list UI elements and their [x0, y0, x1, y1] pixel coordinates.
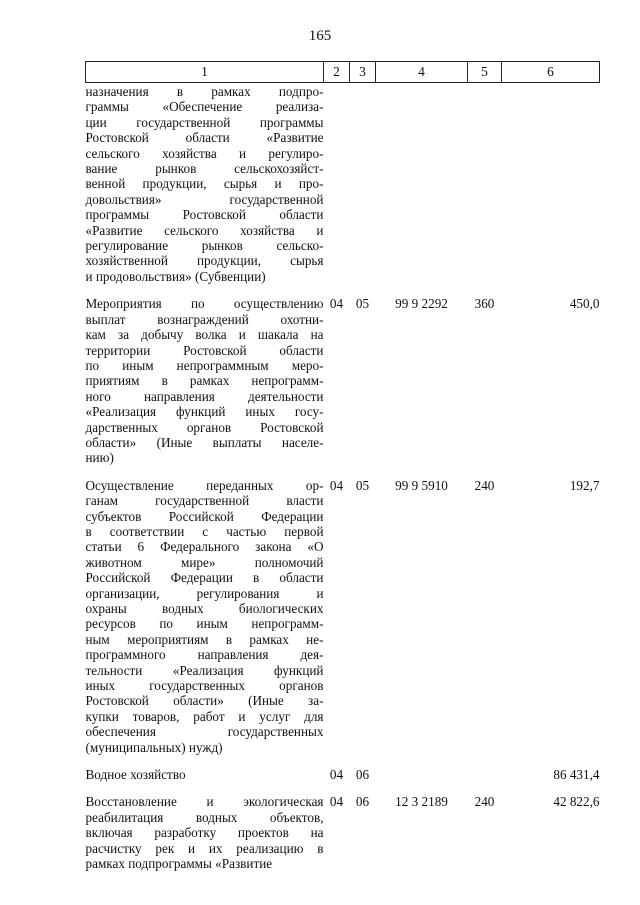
row-section-code	[324, 83, 350, 285]
row-expense-type: 360	[474, 296, 495, 312]
row-subsection-code: 06	[355, 767, 370, 783]
description-line: дарственных органов Ростовской	[85, 419, 324, 435]
description-line: «Развитие сельского хозяйства и	[85, 222, 324, 238]
description-line: Водное хозяйство	[85, 767, 186, 783]
spacer-cell	[468, 782, 502, 794]
row-section-code: 04	[329, 794, 344, 810]
description-line: охраны водных биологических	[85, 601, 324, 616]
row-amount: 450,0	[569, 296, 600, 312]
description-line: выплат вознаграждений охотни-	[85, 311, 324, 327]
row-amount	[502, 83, 600, 285]
description-line: ресурсов по иным непрограмм-	[85, 616, 324, 632]
description-line: купки товаров, работ и услуг для	[85, 708, 324, 724]
row-subsection-code	[350, 83, 376, 285]
spacer-cell	[86, 466, 324, 478]
description-line: нию)	[85, 450, 114, 466]
header-col-4: 4	[376, 62, 468, 83]
table-row	[86, 794, 600, 871]
row-subsection-code: 06	[355, 794, 370, 810]
header-col-2: 2	[324, 62, 350, 83]
row-spacer	[86, 466, 600, 478]
description-line: Российской Федерации в области	[85, 570, 324, 586]
spacer-cell	[468, 466, 502, 478]
description-line: сельского хозяйства и регулиро-	[85, 145, 324, 161]
table-row	[86, 478, 600, 755]
description-line: тельности «Реализация функций	[85, 662, 324, 678]
description-line: рамках подпрограммы «Развитие	[85, 856, 273, 872]
row-target-article	[376, 767, 468, 782]
description-line: граммы «Обеспечение реализа-	[85, 99, 324, 115]
spacer-cell	[324, 755, 350, 767]
spacer-cell	[350, 755, 376, 767]
description-line: Ростовской области «Развитие	[85, 130, 324, 146]
description-line: статьи 6 Федерального закона «О	[85, 539, 324, 555]
row-description	[86, 296, 324, 465]
table-row	[86, 83, 600, 285]
description-line: и продовольствия» (Субвенции)	[85, 268, 266, 284]
row-spacer	[86, 755, 600, 767]
description-line: программы Ростовской области	[85, 207, 324, 223]
row-expense-type	[468, 767, 502, 782]
spacer-cell	[324, 466, 350, 478]
description-line: реабилитация водных объектов,	[85, 809, 324, 825]
description-line: территории Ростовской области	[85, 342, 324, 358]
spacer-cell	[376, 284, 468, 296]
spacer-cell	[468, 755, 502, 767]
description-line: организации, регулирования и	[85, 585, 324, 601]
spacer-cell	[502, 284, 600, 296]
row-target-article: 99 9 2292	[395, 296, 448, 312]
row-description	[86, 83, 324, 285]
description-line: хозяйственной продукции, сырья	[85, 253, 324, 269]
row-section-code: 04	[329, 767, 344, 783]
description-line: вание рынков сельскохозяйст-	[85, 161, 324, 177]
spacer-cell	[468, 284, 502, 296]
row-expense-type	[468, 83, 502, 285]
spacer-cell	[86, 755, 324, 767]
description-line: венной продукции, сырья и про-	[85, 176, 324, 192]
description-line: приятиям в рамках непрограмм-	[85, 373, 324, 389]
row-description	[86, 767, 324, 782]
header-col-6: 6	[502, 62, 600, 83]
description-line: назначения в рамках подпро-	[85, 84, 324, 99]
description-line: в соответствии с частью первой	[85, 523, 324, 539]
description-line: Восстановление и экологическая	[85, 794, 324, 810]
description-line: субъектов Российской Федерации	[85, 508, 324, 524]
table-header	[86, 62, 600, 83]
table-row	[86, 767, 600, 782]
spacer-cell	[324, 782, 350, 794]
row-target-article: 99 9 5910	[395, 477, 448, 493]
description-line: ным мероприятиям в рамках не-	[85, 631, 324, 647]
row-amount: 192,7	[569, 477, 600, 493]
row-section-code: 04	[329, 477, 344, 493]
spacer-cell	[86, 782, 324, 794]
row-subsection-code: 05	[355, 296, 370, 312]
spacer-cell	[350, 782, 376, 794]
row-section-code: 04	[329, 296, 344, 312]
table-row	[86, 296, 600, 465]
header-col-1: 1	[86, 62, 324, 83]
spacer-cell	[502, 782, 600, 794]
spacer-cell	[324, 284, 350, 296]
spacer-cell	[376, 782, 468, 794]
description-line: по иным непрограммным меро-	[85, 357, 324, 373]
header-col-3: 3	[350, 62, 376, 83]
row-target-article: 12 3 2189	[395, 794, 448, 810]
spacer-cell	[86, 284, 324, 296]
row-amount: 42 822,6	[553, 794, 600, 810]
description-line: животном мире» полномочий	[85, 554, 324, 570]
header-col-5: 5	[468, 62, 502, 83]
description-line: кам за добычу волка и шакала на	[85, 327, 324, 343]
description-line: регулирование рынков сельско-	[85, 238, 324, 254]
spacer-cell	[350, 466, 376, 478]
description-line: (муниципальных) нужд)	[85, 739, 223, 755]
spacer-cell	[376, 755, 468, 767]
page-number: 165	[308, 28, 332, 44]
row-expense-type: 240	[474, 794, 495, 810]
description-line: ции государственной программы	[85, 114, 324, 130]
description-line: ганам государственной власти	[85, 493, 324, 509]
description-line: иных государственных органов	[85, 678, 324, 694]
row-expense-type: 240	[474, 477, 495, 493]
budget-table	[85, 61, 600, 872]
row-amount: 86 431,4	[553, 767, 600, 783]
description-line: ного направления деятельности	[85, 388, 324, 404]
spacer-cell	[376, 466, 468, 478]
row-spacer	[86, 284, 600, 296]
row-spacer	[86, 782, 600, 794]
description-line: программного направления дея-	[85, 647, 324, 663]
description-line: Ростовской области» (Иные за-	[85, 693, 324, 709]
row-subsection-code: 05	[355, 477, 370, 493]
description-line: области» (Иные выплаты населе-	[85, 434, 324, 450]
row-description	[86, 794, 324, 871]
row-target-article	[376, 83, 468, 285]
row-description	[86, 478, 324, 755]
description-line: Осуществление переданных ор-	[85, 477, 324, 493]
spacer-cell	[350, 284, 376, 296]
table-body	[86, 83, 600, 872]
description-line: Мероприятия по осуществлению	[85, 296, 324, 312]
description-line: «Реализация функций иных госу-	[85, 404, 324, 420]
description-line: включая разработку проектов на	[85, 825, 324, 841]
spacer-cell	[502, 755, 600, 767]
description-line: довольствия» государственной	[85, 191, 324, 207]
description-line: расчистку рек и их реализацию в	[85, 840, 324, 856]
spacer-cell	[502, 466, 600, 478]
description-line: обеспечения государственных	[85, 724, 324, 740]
